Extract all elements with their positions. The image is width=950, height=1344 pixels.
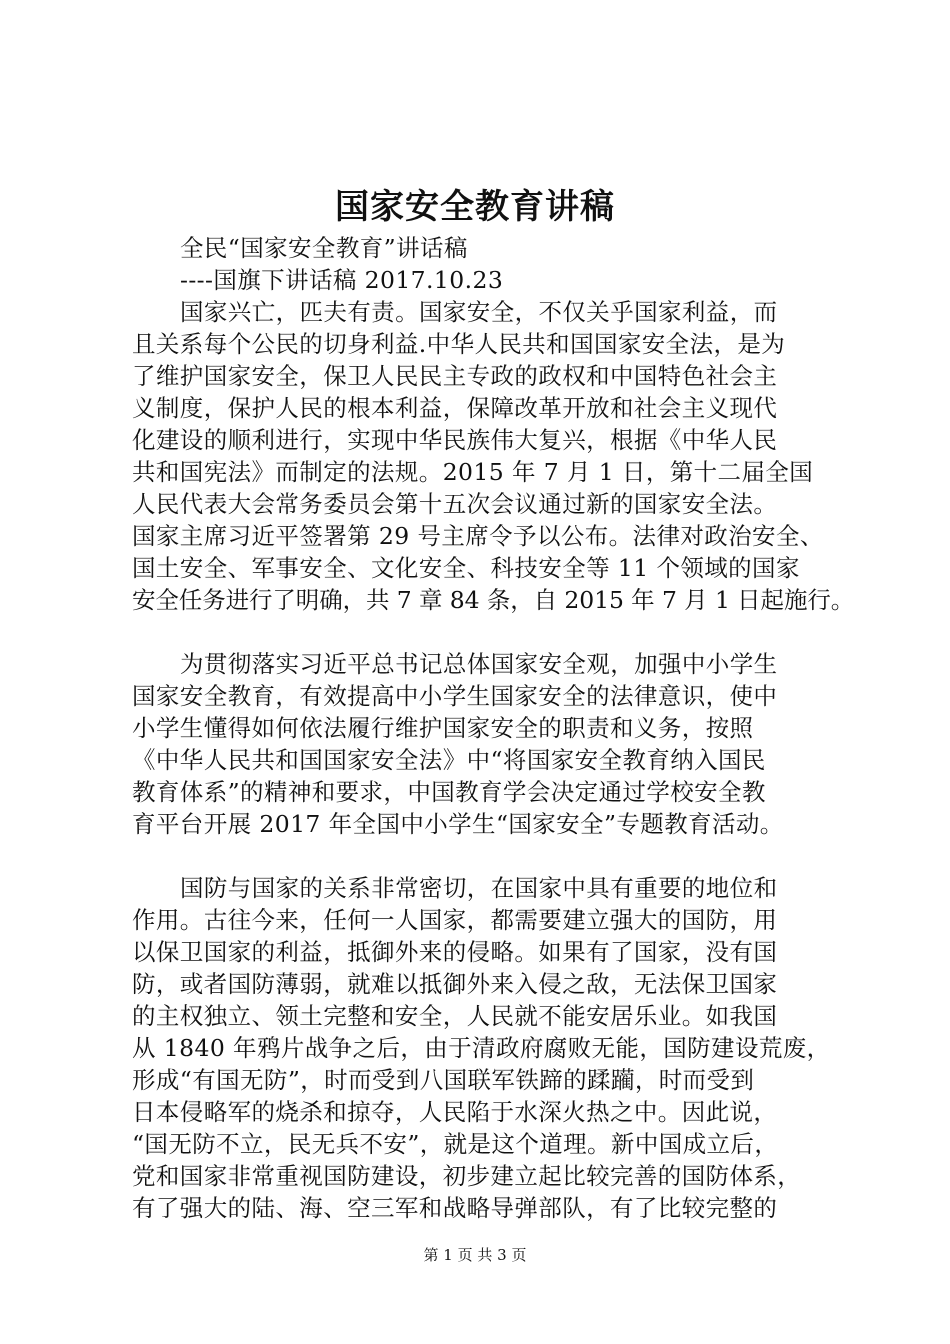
paragraph-line: 有了强大的陆、海、空三军和战略导弹部队，有了比较完整的 <box>132 1194 778 1222</box>
paragraph-gap <box>132 840 856 872</box>
paragraph-line: 国家安全教育，有效提高中小学生国家安全的法律意识，使中 <box>132 682 778 710</box>
paragraph-line: 形成“有国无防”，时而受到八国联军铁蹄的蹂躏，时而受到 <box>132 1066 755 1094</box>
subtitle-line: ----国旗下讲话稿 2017.10.23 <box>180 266 504 294</box>
paragraph-1 <box>132 296 856 616</box>
paragraph-3 <box>132 872 856 1224</box>
paragraph-line: 的主权独立、领土完整和安全，人民就不能安居乐业。如我国 <box>132 1002 778 1030</box>
paragraph-line: 安全任务进行了明确，共 7 章 84 条，自 2015 年 7 月 1 日起施行。 <box>132 586 855 614</box>
paragraph-line: 义制度，保护人民的根本利益，保障改革开放和社会主义现代 <box>132 394 778 422</box>
subtitle-line: 全民“国家安全教育”讲话稿 <box>180 234 468 262</box>
paragraph-line: 教育体系”的精神和要求，中国教育学会决定通过学校安全教 <box>132 778 766 806</box>
paragraph-line: “国无防不立，民无兵不安”，就是这个道理。新中国成立后， <box>132 1130 779 1158</box>
paragraph-line: 了维护国家安全，保卫人民民主专政的政权和中国特色社会主 <box>132 362 778 390</box>
paragraph-line: 《中华人民共和国国家安全法》中“将国家安全教育纳入国民 <box>132 746 766 774</box>
paragraph-line: 党和国家非常重视国防建设，初步建立起比较完善的国防体系， <box>132 1162 802 1190</box>
paragraph-line: 共和国宪法》而制定的法规。2015 年 7 月 1 日，第十二届全国 <box>132 458 814 486</box>
paragraph-line: 且关系每个公民的切身利益.中华人民共和国国家安全法，是为 <box>132 330 786 358</box>
page-number-footer: 第 1 页 共 3 页 <box>423 1246 527 1264</box>
paragraph-line: 为贯彻落实习近平总书记总体国家安全观，加强中小学生 <box>180 650 778 678</box>
paragraph-line: 育平台开展 2017 年全国中小学生“国家安全”专题教育活动。 <box>132 810 784 838</box>
paragraph-gap <box>132 616 856 648</box>
paragraph-line: 化建设的顺利进行，实现中华民族伟大复兴，根据《中华人民 <box>132 426 778 454</box>
paragraph-line: 国土安全、军事安全、文化安全、科技安全等 11 个领域的国家 <box>132 554 800 582</box>
paragraph-2 <box>132 648 856 840</box>
paragraph-line: 日本侵略军的烧杀和掠夺，人民陷于水深火热之中。因此说， <box>132 1098 778 1126</box>
paragraph-line: 国防与国家的关系非常密切，在国家中具有重要的地位和 <box>180 874 778 902</box>
paragraph-line: 小学生懂得如何依法履行维护国家安全的职责和义务，按照 <box>132 714 754 742</box>
document-title: 国家安全教育讲稿 <box>335 187 615 227</box>
paragraph-line: 国家兴亡，匹夫有责。国家安全，不仅关乎国家利益，而 <box>180 298 778 326</box>
paragraph-line: 防，或者国防薄弱，就难以抵御外来入侵之敌，无法保卫国家 <box>132 970 778 998</box>
paragraph-line: 人民代表大会常务委员会第十五次会议通过新的国家安全法。 <box>132 490 778 518</box>
paragraph-line: 以保卫国家的利益，抵御外来的侵略。如果有了国家，没有国 <box>132 938 778 966</box>
paragraph-line: 国家主席习近平签署第 29 号主席令予以公布。法律对政治安全、 <box>132 522 824 550</box>
paragraph-line: 从 1840 年鸦片战争之后，由于清政府腐败无能，国防建设荒废， <box>132 1034 831 1062</box>
paragraph-line: 作用。古往今来，任何一人国家，都需要建立强大的国防，用 <box>132 906 778 934</box>
document-body <box>132 232 856 1224</box>
